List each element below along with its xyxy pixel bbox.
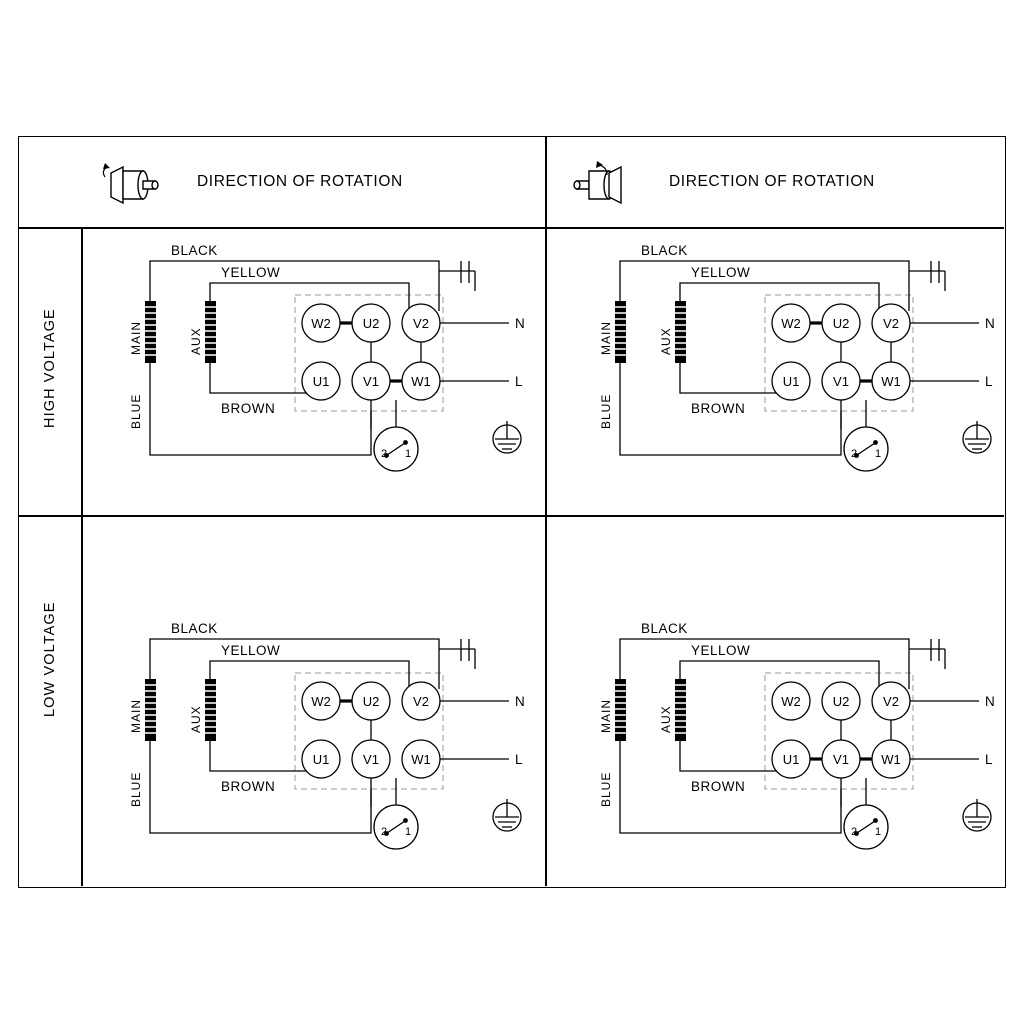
label-black: BLACK [641, 243, 688, 258]
terminal-u1: U1 [312, 752, 330, 767]
label-aux: AUX [189, 327, 203, 355]
label-blue: BLUE [129, 393, 143, 429]
label-brown: BROWN [221, 779, 276, 794]
label-aux: AUX [659, 327, 673, 355]
label-yellow: YELLOW [221, 643, 281, 658]
grid-vline-center [545, 137, 547, 886]
thermal-terminal-1: 1 [405, 448, 412, 460]
label-supply-l: L [985, 374, 993, 389]
label-supply-l: L [515, 374, 523, 389]
motor-shaft-cw-icon [569, 157, 649, 211]
label-supply-n: N [515, 694, 525, 709]
thermal-terminal-2: 2 [851, 448, 858, 460]
motor-shaft-ccw-icon [97, 157, 177, 211]
terminal-v2: V2 [883, 694, 899, 709]
diagram-high-voltage-ccw [109, 233, 539, 511]
grid-vline-rowlabels [81, 227, 83, 886]
label-black: BLACK [171, 621, 218, 636]
thermal-terminal-2: 2 [381, 448, 388, 460]
terminal-w2: W2 [781, 316, 801, 331]
terminal-w2: W2 [781, 694, 801, 709]
column-header-right: DIRECTION OF ROTATION [669, 173, 875, 190]
row-label-low-voltage: LOW VOLTAGE [42, 601, 58, 717]
label-blue: BLUE [129, 771, 143, 807]
terminal-v2: V2 [883, 316, 899, 331]
terminal-w2: W2 [311, 694, 331, 709]
label-yellow: YELLOW [691, 265, 751, 280]
terminal-v1: V1 [363, 752, 379, 767]
diagram-low-voltage-cw [579, 611, 1009, 889]
label-supply-l: L [985, 752, 993, 767]
label-supply-l: L [515, 752, 523, 767]
column-header-left: DIRECTION OF ROTATION [197, 173, 403, 190]
terminal-u2: U2 [832, 694, 850, 709]
terminal-u2: U2 [362, 316, 380, 331]
label-supply-n: N [985, 694, 995, 709]
label-black: BLACK [171, 243, 218, 258]
label-main: MAIN [129, 699, 143, 733]
terminal-w1: W1 [411, 374, 431, 389]
thermal-terminal-1: 1 [405, 826, 412, 838]
row-label-high-voltage: HIGH VOLTAGE [42, 308, 58, 428]
terminal-v2: V2 [413, 694, 429, 709]
label-yellow: YELLOW [221, 265, 281, 280]
label-main: MAIN [599, 321, 613, 355]
label-main: MAIN [599, 699, 613, 733]
terminal-v1: V1 [833, 374, 849, 389]
terminal-w2: W2 [311, 316, 331, 331]
wiring-diagram-sheet [18, 136, 1006, 888]
label-black: BLACK [641, 621, 688, 636]
terminal-u1: U1 [782, 752, 800, 767]
label-brown: BROWN [691, 779, 746, 794]
terminal-w1: W1 [881, 752, 901, 767]
label-aux: AUX [189, 705, 203, 733]
thermal-terminal-2: 2 [381, 826, 388, 838]
thermal-terminal-2: 2 [851, 826, 858, 838]
terminal-u1: U1 [312, 374, 330, 389]
terminal-v1: V1 [363, 374, 379, 389]
diagram-high-voltage-cw [579, 233, 1009, 511]
label-supply-n: N [515, 316, 525, 331]
grid-hline-header [19, 227, 1004, 229]
label-blue: BLUE [599, 771, 613, 807]
label-yellow: YELLOW [691, 643, 751, 658]
diagram-low-voltage-ccw [109, 611, 539, 889]
terminal-w1: W1 [411, 752, 431, 767]
label-supply-n: N [985, 316, 995, 331]
thermal-terminal-1: 1 [875, 448, 882, 460]
label-aux: AUX [659, 705, 673, 733]
label-brown: BROWN [691, 401, 746, 416]
terminal-v1: V1 [833, 752, 849, 767]
terminal-u1: U1 [782, 374, 800, 389]
terminal-u2: U2 [362, 694, 380, 709]
label-main: MAIN [129, 321, 143, 355]
terminal-v2: V2 [413, 316, 429, 331]
label-brown: BROWN [221, 401, 276, 416]
terminal-u2: U2 [832, 316, 850, 331]
label-blue: BLUE [599, 393, 613, 429]
terminal-w1: W1 [881, 374, 901, 389]
grid-hline-middle [19, 515, 1004, 517]
thermal-terminal-1: 1 [875, 826, 882, 838]
